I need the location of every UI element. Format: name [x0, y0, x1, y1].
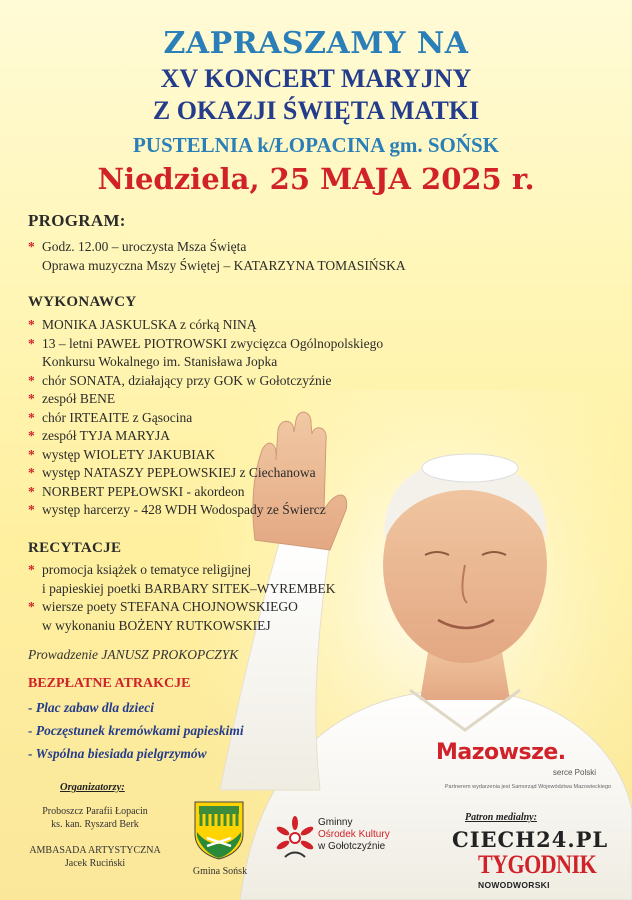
mazowsze-wordmark: Mazowsze.	[436, 740, 566, 765]
list-item-text: 13 – letni PAWEŁ PIOTROWSKI zwycięzca Ogólnopolskiego	[42, 335, 384, 351]
list-item: - Poczęstunek kremówkami papieskimi	[28, 723, 244, 738]
asterisk-icon: *	[28, 239, 35, 254]
gok-text: Gminny	[318, 817, 353, 828]
mazowsze-tagline: serce Polski	[552, 768, 596, 777]
list-item: - Plac zabaw dla dzieci	[28, 700, 154, 715]
heading-location: PUSTELNIA k/ŁOPACINA gm. SOŃSK	[132, 133, 500, 157]
list-item-text: występ NATASZY PEPŁOWSKIEJ z Ciechanowa	[42, 465, 316, 480]
asterisk-icon: *	[28, 465, 35, 480]
asterisk-icon: *	[28, 502, 35, 517]
heading-date: Niedziela, 25 MAJA 2025 r.	[97, 162, 535, 196]
heading-concert: XV KONCERT MARYJNY	[160, 64, 472, 93]
list-item-text: występ harcerzy - 428 WDH Wodospady ze Świercz	[42, 502, 326, 517]
organizer-text: ks. kan. Ryszard Berk	[51, 819, 139, 830]
organizer-parish	[20, 805, 170, 831]
list-item	[28, 483, 383, 502]
list-item-text: i papieskiej poetki BARBARY SITEK–WYREMBEK	[42, 580, 336, 596]
mazowsze-logo	[436, 740, 620, 798]
heading-invite: ZAPRASZAMY NA	[163, 26, 469, 61]
list-item	[28, 446, 383, 465]
list-item	[28, 372, 383, 391]
nowodworski-wordmark: NOWODWORSKI	[478, 880, 550, 890]
list-item-text: chór IRTEAITE z Gąsocina	[42, 409, 193, 425]
list-item-text: chór SONATA, działający przy GOK w Gołotczyźnie	[42, 372, 332, 388]
organizer-ambassada	[20, 844, 170, 870]
list-item-text: Konkursu Wokalnego im. Stanisława Jopka	[42, 354, 278, 369]
organizer-text: Jacek Ruciński	[64, 858, 126, 869]
list-item	[28, 409, 383, 428]
list-item	[28, 238, 406, 275]
recitations-list	[28, 561, 336, 635]
gmina-crest-icon	[193, 800, 245, 860]
list-item	[28, 501, 383, 520]
list-item-text: zespół BENE	[42, 391, 116, 406]
list-item-text: MONIKA JASKULSKA z córką NINĄ	[42, 317, 257, 332]
asterisk-icon: *	[28, 483, 35, 499]
list-item-text: wiersze poety STEFANA CHOJNOWSKIEGO	[42, 599, 298, 614]
attractions-title: BEZPŁATNE ATRAKCJE	[28, 676, 191, 691]
gok-text: w Gołotczyźnie	[318, 841, 386, 852]
media-patron-title: Patron medialny:	[465, 812, 537, 823]
list-item	[28, 390, 383, 409]
ciech24-logo: CIECH24.PL	[452, 827, 609, 852]
tygodnik-wordmark: TYGODNIK	[478, 848, 597, 879]
asterisk-icon: *	[28, 372, 35, 388]
list-item	[28, 561, 336, 598]
organizers-title: Organizatorzy:	[60, 782, 125, 793]
performers-list	[28, 316, 383, 520]
list-item-text: zespół TYJA MARYJA	[42, 428, 171, 443]
list-item-text: Oprawa muzyczna Mszy Świętej – KATARZYNA TOMASIŃSKA	[42, 257, 406, 273]
attractions-list	[28, 696, 244, 765]
gmina-label: Gmina Sońsk	[192, 866, 248, 877]
performers-title: WYKONAWCY	[28, 294, 137, 310]
list-item	[28, 464, 383, 483]
list-item	[28, 316, 383, 335]
asterisk-icon: *	[28, 428, 35, 443]
list-item-text: występ WIOLETY JAKUBIAK	[42, 446, 216, 462]
list-item-text: Godz. 12.00 – uroczysta Msza Święta	[42, 239, 247, 254]
heading-occasion: Z OKAZJI ŚWIĘTA MATKI	[152, 96, 480, 125]
asterisk-icon: *	[28, 335, 35, 351]
list-item	[28, 427, 383, 446]
program-list	[28, 238, 406, 275]
asterisk-icon: *	[28, 391, 35, 406]
list-item-text: NORBERT PEPŁOWSKI - akordeon	[42, 483, 245, 499]
organizer-text: AMBASADA ARTYSTYCZNA	[29, 845, 161, 856]
mazowsze-partner-note: Partnerem wydarzenia jest Samorząd Województwa Mazowieckiego	[444, 784, 612, 790]
list-item-text: promocja książek o tematyce religijnej	[42, 562, 252, 577]
organizer-text: Proboszcz Parafii Łopacin	[42, 806, 148, 817]
asterisk-icon: *	[28, 562, 35, 577]
asterisk-icon: *	[28, 446, 35, 462]
gok-text: Ośrodek Kultury	[318, 829, 390, 840]
asterisk-icon: *	[28, 599, 35, 614]
list-item: - Wspólna biesiada pielgrzymów	[28, 746, 207, 761]
asterisk-icon: *	[28, 317, 35, 332]
gok-name	[318, 817, 390, 853]
gok-logo-icon	[275, 815, 315, 860]
asterisk-icon: *	[28, 409, 35, 425]
list-item	[28, 598, 336, 635]
host-line: Prowadzenie JANUSZ PROKOPCZYK	[28, 647, 239, 662]
recitations-title: RECYTACJE	[28, 540, 122, 556]
tygodnik-logo	[478, 848, 597, 892]
program-title: PROGRAM:	[28, 211, 126, 230]
list-item-text: w wykonaniu BOŻENY RUTKOWSKIEJ	[42, 617, 271, 633]
list-item	[28, 335, 383, 372]
